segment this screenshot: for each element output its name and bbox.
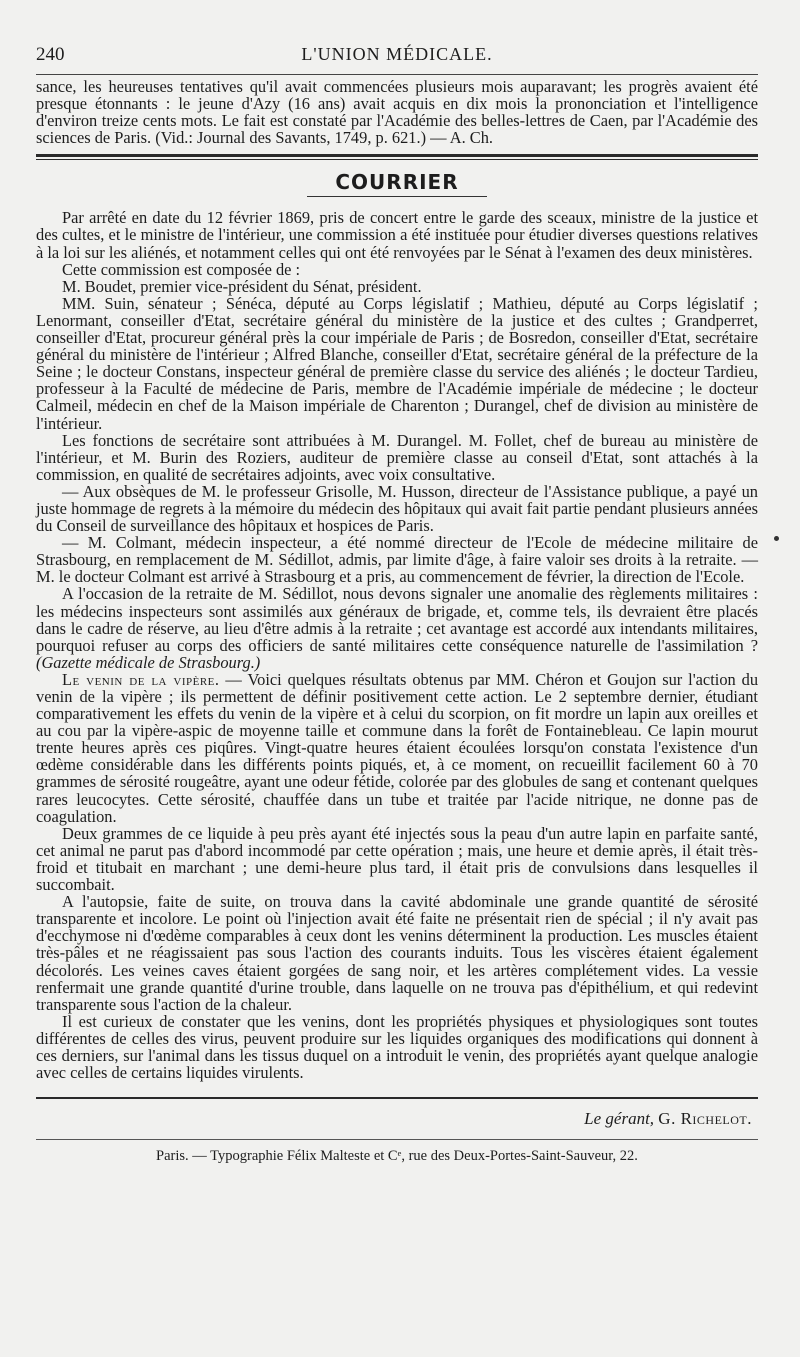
page-number: 240: [36, 44, 65, 65]
section-title: COURRIER: [335, 170, 459, 195]
paragraph-members: MM. Suin, sénateur ; Sénéca, député au Corps législatif ; Mathieu, député au Corps législatif ; Lenormant, conseiller d'Etat, secrétaire général du ministère de la justice et des cultes ; Grandperret, conseiller d'Etat, procureur général près la cour impériale de Paris ; de Bosredon, conseiller d'Etat, secrétaire général du ministère de l'intérieur ; Alfred Blanche, conseiller d'Etat, secrétaire général de la préfecture de la Seine ; le docteur Constans, inspecteur général de première classe du service des aliénés ; le docteur Tardieu, professeur à la Faculté de médecine de Paris, membre de l'Académie impériale de médecine ; le docteur Calmeil, médecin en chef de la Maison impériale de Charenton ; Durangel, chef de division au ministère de l'intérieur.: [36, 293, 758, 433]
header-rule: [36, 74, 758, 75]
signature: [36, 1097, 758, 1129]
retraite-text: A l'occasion de la retraite de M. Sédillot, nous devons signaler une anomalie des règlements militaires : les médecins inspecteurs sont assimilés aux généraux de brigade, et, comme tels, ils devraient être placés dans le cadre de réserve, au lieu d'être admis à la retraite ; cet avantage est accordé aux intendants militaires, pourquoi refuser au corps des officiers de santé militaires cette conséquence naturelle de l'assimilation ?: [36, 584, 758, 655]
section-divider: [36, 154, 758, 160]
paragraph-autopsie: A l'autopsie, faite de suite, on trouva dans la cavité abdominale une grande quantité de sérosité transparente et incolore. Le point où l'injection avait été faite ne présentait rien de spécial ; il n'y avait pas d'ecchymose ni d'œdème comparables à ceux dont les venins déterminent la production. Les muscles étaient très-pâles et ne réagissaient pas sous l'action des courants induits. Tous les viscères étaient également décolorés. Les veines caves étaient gorgées de sang noir, et les artères complétement vides. La vessie renfermait une grande quantité d'urine trouble, dans laquelle on ne trouva pas d'épithélium, et qui redevint transparente sous l'action de la chaleur.: [36, 892, 758, 1014]
paragraph-colmant: — M. Colmant, médecin inspecteur, a été nommé directeur de l'Ecole de médecine militaire de Strasbourg, en remplacement de M. Sédillot, admis, par limite d'âge, à faire valoir ses droits à la retraite. — M. le docteur Colmant est arrivé à Strasbourg et a pris, au commencement de février, la direction de l'Ecole.: [36, 533, 758, 587]
paragraph-grisolle: — Aux obsèques de M. le professeur Grisolle, M. Husson, directeur de l'Assistance publique, a payé un juste hommage de regrets à la mémoire du médecin des hôpitaux qui avait fait partie pendant plusieurs années du Conseil de surveillance des hôpitaux et hospices de Paris.: [36, 481, 758, 536]
printer-imprint: Paris. — Typographie Félix Malteste et Cᵉ, rue des Deux-Portes-Saint-Sauveur, 22.: [36, 1139, 758, 1165]
paragraph-venin: Le venin de la vipère. — Voici quelques résultats obtenus par MM. Chéron et Goujon sur l'action du venin de la vipère ; ils permettent de définir positivement cette action. Le 2 septembre dernier, étudiant comparativement les effets du venin de la vipère et à celui du scorpion, on fit mordre un lapin aux oreilles et au cou par la vipère-aspic de moyenne taille et commune dans la forêt de Fontainebleau. Ce lapin mourut trente heures après ces piqûres. Vingt-quatre heures étaient écoulées lorsqu'on constata l'existence d'un œdème considérable dans les différents points piqués, et, à ce moment, on recueillit facilement 60 à 70 grammes de sérosité rougeâtre, ayant une odeur fétide, colorée par des globules de sang et contenant quelques rares leucocytes. Cette sérosité, chauffée dans un tube et traitée par l'acide nitrique, ne donne pas de coagulation.: [36, 669, 759, 826]
paragraph-conclusion: Il est curieux de constater que les venins, dont les propriétés physiques et physiologiques sont toutes différentes de celles des virus, peuvent produire sur les liquides organiques des modifications qui donnent à ces derniers, sur l'animal dans les tissus duquel on a introduit le venin, des propriétés ayant quelque analogie avec celles de certains liquides virulents.: [36, 1011, 758, 1083]
signature-role: Le gérant,: [584, 1109, 655, 1129]
paragraph-president: M. Boudet, premier vice-président du Sénat, président.: [62, 276, 422, 296]
signature-name: G. Richelot.: [658, 1109, 752, 1129]
venin-text: Voici quelques résultats obtenus par MM. Chéron et Goujon sur l'action du venin de la vipère ; ils permettent de définir positivement cette action. Le 2 septembre dernier, étudiant comparativement les effets du venin de la vipère et à celui du scorpion, on fit mordre un lapin aux oreilles et au cou par la vipère-aspic de moyenne taille et commune dans la forêt de Fontainebleau. Ce lapin mourut trente heures après ces piqûres. Vingt-quatre heures étaient écoulées lorsqu'on constata l'existence d'un œdème considérable dans les différents points piqués, et, à ce moment, on recueillit facilement 60 à 70 grammes de sérosité rougeâtre, ayant une odeur fétide, colorée par des globules de sang et contenant quelques rares leucocytes. Cette sérosité, chauffée dans un tube et traitée par l'acide nitrique, ne donne pas de coagulation.: [36, 669, 759, 826]
intro-paragraph: sance, les heureuses tentatives qu'il avait commencées plusieurs mois auparavant; les progrès avaient été presque étonnants : le jeune d'Azy (16 ans) avait acquis en dix mois la prononciation et l'intelligence d'environ treize cents mots. Le fait est constaté par l'Académie des belles-lettres de Caen, par l'Académie des sciences de Paris. (Vid.: Journal des Savants, 1749, p. 621.) — A. Ch.: [36, 77, 758, 148]
journal-title: L'UNION MÉDICALE.: [301, 44, 493, 64]
margin-dot: [774, 536, 779, 541]
paragraph-secretaries: Les fonctions de secrétaire sont attribuées à M. Durangel. M. Follet, chef de bureau au ministère de l'intérieur, et M. Burin des Roziers, auditeur de première classe au conseil d'Etat, sont attachés à la commission, en qualité de secrétaires adjoints, avec voix consultative.: [36, 430, 758, 484]
gazette-citation: (Gazette médicale de Strasbourg.): [36, 652, 261, 672]
paragraph-commission-decree: Par arrêté en date du 12 février 1869, pris de concert entre le garde des sceaux, ministre de la justice et des cultes, et le ministre de l'intérieur, une commission a été instituée pour étudier diverses questions relatives à la loi sur les aliénés, et notamment celles qui ont été renvoyées par le Sénat à l'examen des deux ministères.: [36, 208, 758, 262]
paragraph-composition: Cette commission est composée de :: [62, 259, 301, 279]
title-rule: [307, 196, 487, 197]
paragraph-injection: Deux grammes de ce liquide à peu près ayant été injectés sous la peau d'un autre lapin en parfaite santé, cet animal ne parut pas d'abord incommodé par cette opération ; mais, une heure et demie après, il était très-froid et titubait en marchant ; une demi-heure plus tard, il était pris de convulsions dans lesquelles il succombait.: [36, 823, 758, 895]
paragraph-retraite: [36, 585, 758, 670]
running-head: [36, 0, 758, 64]
venin-heading: Le venin de la vipère.: [62, 669, 220, 689]
